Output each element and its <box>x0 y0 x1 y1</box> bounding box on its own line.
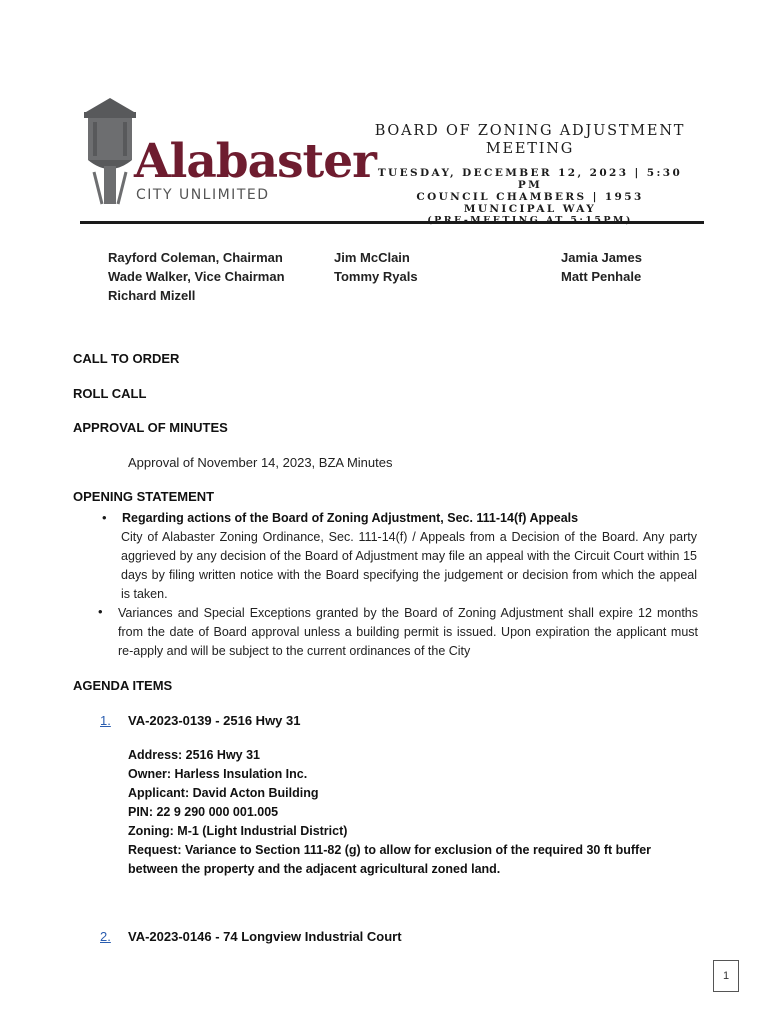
member-name: Tommy Ryals <box>334 269 418 284</box>
item-request: Request: Variance to Section 111-82 (g) to allow for exclusion of the required 30 ft buffer between the property and the adjacent agricultural zoned land. <box>128 843 652 876</box>
call-to-order-heading: CALL TO ORDER <box>73 351 180 366</box>
meeting-title-line1: BOARD OF ZONING ADJUSTMENT <box>374 123 686 139</box>
agenda-item-number-link[interactable]: 2. <box>100 929 111 944</box>
members-col-2 <box>334 248 418 286</box>
agenda-item-number-link[interactable]: 1. <box>100 713 111 728</box>
meeting-title-line2: MEETING <box>485 141 575 157</box>
water-tower-icon <box>80 96 140 206</box>
appeals-bullet-title: Regarding actions of the Board of Zoning Adjustment, Sec. 111-14(f) Appeals <box>122 511 579 525</box>
roll-call-heading: ROLL CALL <box>73 386 147 401</box>
agenda-item-details <box>128 746 698 879</box>
opening-statement-heading: OPENING STATEMENT <box>73 489 215 504</box>
logo-tagline: CITY UNLIMITED <box>136 187 270 203</box>
approval-of-minutes-heading: APPROVAL OF MINUTES <box>73 420 228 435</box>
bullet-dot: • <box>98 604 103 619</box>
appeals-bullet-body: City of Alabaster Zoning Ordinance, Sec. 111-14(f) / Appeals from a Decision of the Board. Any party aggrieved by any decision of the Board of Adjustment may file an appeal with the Circuit Court within 15 days by filing written notice with the Board specifying the judgement or decision from which the appeal is taken. <box>121 530 697 601</box>
page-number: 1 <box>713 960 739 992</box>
item-address: Address: 2516 Hwy 31 <box>128 748 261 762</box>
member-name: Matt Penhale <box>561 269 642 284</box>
members-col-1 <box>108 248 285 305</box>
member-name: Jim McClain <box>334 250 410 265</box>
header-divider <box>80 221 704 224</box>
member-name: Richard Mizell <box>108 288 196 303</box>
member-name: Rayford Coleman, Chairman <box>108 250 283 265</box>
item-applicant: Applicant: David Acton Building <box>128 786 319 800</box>
logo-wordmark: Alabaster <box>134 134 376 189</box>
minutes-item: Approval of November 14, 2023, BZA Minutes <box>128 455 393 470</box>
meeting-location: COUNCIL CHAMBERS | 1953 MUNICIPAL WAY <box>416 191 644 215</box>
item-pin: PIN: 22 9 290 000 001.005 <box>128 805 279 819</box>
item-zoning: Zoning: M-1 (Light Industrial District) <box>128 824 348 838</box>
member-name: Wade Walker, Vice Chairman <box>108 269 285 284</box>
members-col-3 <box>561 248 642 286</box>
agenda-item-title: VA-2023-0139 - 2516 Hwy 31 <box>128 713 301 728</box>
bullet-dot: • <box>102 510 107 525</box>
city-logo <box>80 96 376 206</box>
agenda-item-title: VA-2023-0146 - 74 Longview Industrial Court <box>128 929 402 944</box>
meeting-header <box>368 122 692 226</box>
agenda-items-heading: AGENDA ITEMS <box>73 678 173 693</box>
item-owner: Owner: Harless Insulation Inc. <box>128 767 308 781</box>
variances-bullet-body: Variances and Special Exceptions granted by the Board of Zoning Adjustment shall expire 12 months from the date of Board approval unless a building permit is issued. Upon expiration the applicant must re-apply and will be subject to the current ordinances of the City <box>118 606 698 658</box>
member-name: Jamia James <box>561 250 642 265</box>
meeting-date: TUESDAY, DECEMBER 12, 2023 | 5:30 PM <box>377 167 683 191</box>
